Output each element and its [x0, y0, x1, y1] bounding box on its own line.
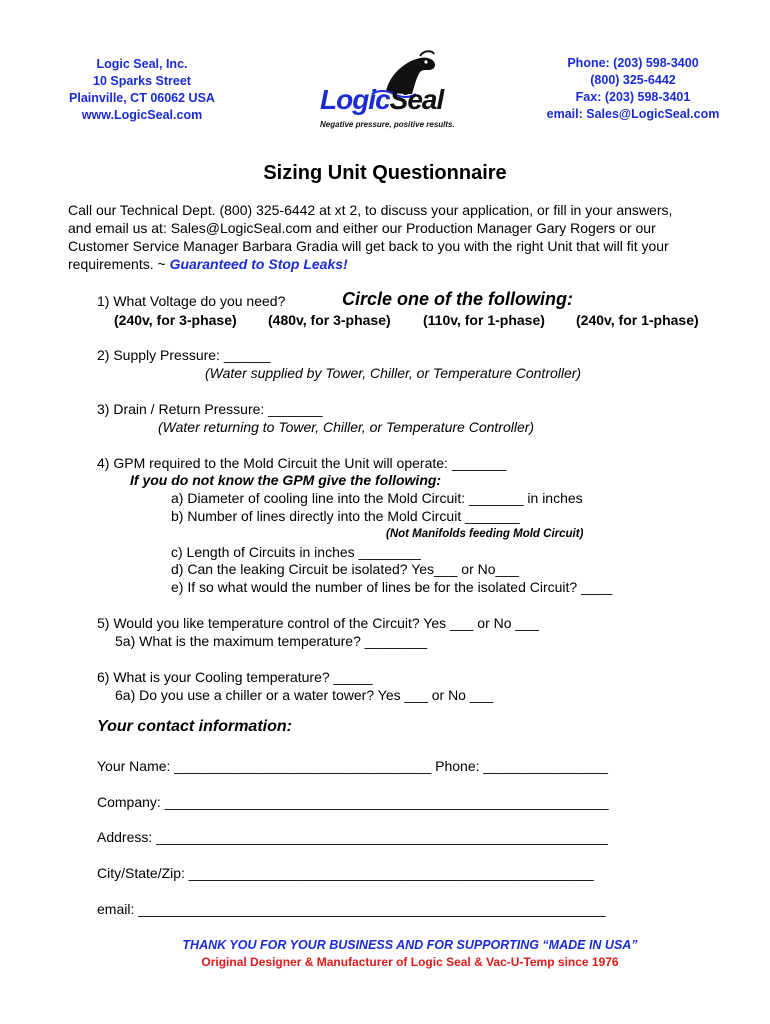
company-name: Logic Seal, Inc.: [96, 57, 188, 71]
q1-option[interactable]: (240v, for 1-phase): [576, 312, 699, 328]
q4-a[interactable]: a) Diameter of cooling line into the Mold Circuit: _______ in inches: [171, 490, 583, 506]
footer-original: Original Designer & Manufacturer of Logic Seal & Vac-U-Temp since 1976: [201, 955, 619, 969]
address-field[interactable]: Address: __________________________________________________________: [97, 829, 608, 845]
q1-option[interactable]: (240v, for 3-phase): [114, 312, 237, 328]
intro-line: and email us at: Sales@LogicSeal.com and either our Production Manager Gary Rogers or our: [68, 220, 656, 236]
guarantee-text: Guaranteed to Stop Leaks!: [169, 256, 348, 272]
q1-circle-instruction: Circle one of the following:: [342, 289, 573, 309]
email-field[interactable]: email: ____________________________________________________________: [97, 901, 606, 917]
q1-label: 1) What Voltage do you need?: [97, 293, 286, 309]
fax: Fax: (203) 598-3401: [575, 90, 691, 104]
q4-d[interactable]: d) Can the leaking Circuit be isolated? Yes___ or No___: [171, 561, 519, 577]
contact-email: email: Sales@LogicSeal.com: [546, 107, 720, 121]
q4-b[interactable]: b) Number of lines directly into the Mold Circuit _______: [171, 508, 520, 524]
intro-line: [68, 255, 672, 273]
page-title: Sizing Unit Questionnaire: [263, 162, 507, 184]
logo-word-logic: Logic: [320, 84, 390, 115]
logo-tagline: Negative pressure, positive results.: [320, 120, 455, 129]
q6-sub[interactable]: 6a) Do you use a chiller or a water tower? Yes ___ or No ___: [115, 687, 494, 703]
intro-last: requirements. ~: [68, 256, 170, 272]
q4-c[interactable]: c) Length of Circuits in inches ________: [171, 544, 421, 560]
q1-option[interactable]: (110v, for 1-phase): [423, 312, 545, 328]
q5-sub[interactable]: 5a) What is the maximum temperature? ________: [115, 633, 428, 649]
city-state-zip-field[interactable]: City/State/Zip: ____________________________________________________: [97, 865, 594, 881]
contact-heading: Your contact information:: [97, 718, 292, 735]
logo-word-seal: Seal: [389, 84, 444, 115]
q4-hint: If you do not know the GPM give the following:: [130, 472, 442, 488]
footer-thanks: THANK YOU FOR YOUR BUSINESS AND FOR SUPPORTING “MADE IN USA”: [182, 938, 638, 952]
phone-main: Phone: (203) 598-3400: [567, 56, 699, 70]
name-phone-field[interactable]: Your Name: _________________________________ Phone: ________________: [97, 758, 608, 774]
q2-label[interactable]: 2) Supply Pressure: ______: [97, 347, 271, 363]
q6-label[interactable]: 6) What is your Cooling temperature? _____: [97, 669, 373, 685]
phone-tollfree: (800) 325-6442: [590, 73, 676, 87]
q4-label[interactable]: 4) GPM required to the Mold Circuit the Unit will operate: _______: [97, 455, 507, 471]
company-street: 10 Sparks Street: [93, 74, 191, 88]
company-contact: [528, 55, 738, 123]
q4-b-note: (Not Manifolds feeding Mold Circuit): [386, 528, 584, 540]
company-field[interactable]: Company: _________________________________________________________: [97, 794, 609, 810]
q4-e[interactable]: e) If so what would the number of lines be for the isolated Circuit? ____: [171, 579, 613, 595]
company-address: [62, 56, 222, 124]
intro-line: Call our Technical Dept. (800) 325-6442 at xt 2, to discuss your application, or fill in your answers,: [68, 202, 673, 218]
q2-note: (Water supplied by Tower, Chiller, or Temperature Controller): [205, 365, 582, 381]
intro-line: Customer Service Manager Barbara Gradia will get back to you with the right Unit that will fit your: [68, 238, 669, 254]
company-website: www.LogicSeal.com: [81, 108, 203, 122]
q5-label[interactable]: 5) Would you like temperature control of the Circuit? Yes ___ or No ___: [97, 615, 539, 631]
q1-option[interactable]: (480v, for 3-phase): [268, 312, 391, 328]
logic-seal-logo: [316, 48, 455, 134]
intro-paragraph: [68, 201, 672, 273]
q3-note: (Water returning to Tower, Chiller, or Temperature Controller): [158, 419, 535, 435]
q3-label[interactable]: 3) Drain / Return Pressure: _______: [97, 401, 323, 417]
company-city: Plainville, CT 06062 USA: [69, 91, 215, 105]
